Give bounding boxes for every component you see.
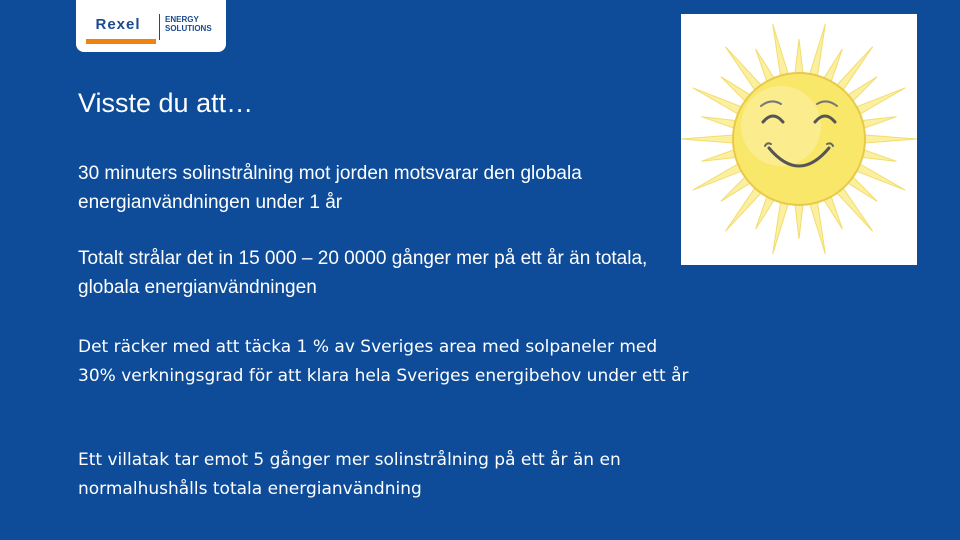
sun-ray — [857, 88, 906, 114]
sun-highlight — [741, 86, 821, 166]
sun-ray — [693, 164, 742, 190]
logo-tagline — [165, 15, 225, 33]
sun-ray — [681, 135, 733, 143]
sun-ray — [862, 117, 896, 129]
sun-ray — [721, 77, 750, 101]
sun-ray — [810, 24, 826, 76]
sun-ray — [702, 117, 736, 129]
paragraph-villa-roof: Ett villatak tar emot 5 gånger mer solinstrålning på ett år än en normalhushålls totala energianvändning — [78, 450, 621, 499]
sun-ray — [862, 150, 896, 162]
logo-divider — [159, 14, 160, 40]
sun-ray — [824, 49, 842, 82]
sun-ray — [795, 205, 803, 239]
sun-ray — [702, 150, 736, 162]
sun-ray — [810, 202, 826, 254]
logo-orange-stripe — [86, 39, 156, 44]
sun-ray — [756, 49, 774, 82]
sun-ray — [795, 39, 803, 73]
paragraph-sweden-area: Det räcker med att täcka 1 % av Sveriges area med solpaneler med 30% verkningsgrad för att klara hela Sveriges energibehov under ett år — [78, 337, 689, 386]
smiling-sun-icon — [681, 14, 917, 265]
rexel-wordmark — [86, 13, 150, 35]
sun-ray — [693, 88, 742, 114]
sun-ray — [773, 202, 789, 254]
sun-ray — [773, 24, 789, 76]
slide-title: Visste du att… — [78, 88, 254, 118]
logo-tagline-line2: SOLUTIONS — [165, 24, 212, 33]
sun-ray — [848, 77, 877, 101]
sun-ray — [756, 197, 774, 230]
rexel-brand-text: Rexel — [95, 16, 141, 33]
sun-illustration-panel — [681, 14, 917, 265]
sun-ray — [824, 197, 842, 230]
sun-ray — [857, 164, 906, 190]
paragraph-solar-30-minutes: 30 minuters solinstrålning mot jorden motsvarar den globala energianvändningen under 1 år — [78, 163, 582, 213]
paragraph-solar-total: Totalt strålar det in 15 000 – 20 0000 gånger mer på ett år än totala, globala energianvändningen — [78, 248, 648, 298]
sun-ray — [865, 135, 917, 143]
sun-ray — [848, 177, 877, 201]
rexel-logo — [76, 0, 226, 52]
sun-ray — [721, 177, 750, 201]
logo-tagline-line1: ENERGY — [165, 15, 199, 24]
